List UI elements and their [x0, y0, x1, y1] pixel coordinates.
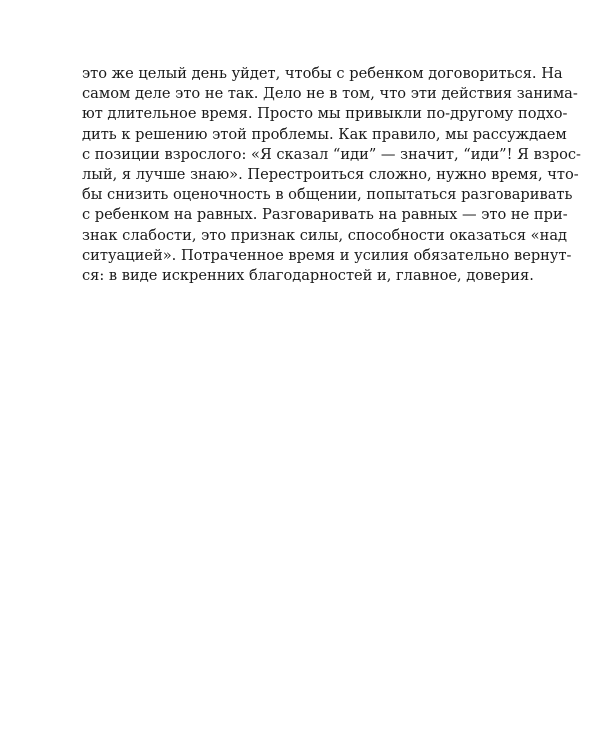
- body-paragraph: [82, 64, 581, 286]
- text-line: ют длительное время. Просто мы привыкли по-другому подхо-: [82, 105, 568, 123]
- text-line: с позиции взрослого: «Я сказал “иди” — значит, “иди”! Я взрос-: [82, 145, 581, 163]
- text-line: самом деле это не так. Дело не в том, что эти действия занима-: [82, 85, 578, 103]
- text-line: бы снизить оценочность в общении, попытаться разговаривать: [82, 186, 573, 204]
- text-line: дить к решению этой проблемы. Как правило, мы рассуждаем: [82, 125, 567, 143]
- text-line: ситуацией». Потраченное время и усилия обязательно вернут-: [82, 246, 572, 264]
- text-line: знак слабости, это признак силы, способности оказаться «над: [82, 226, 567, 244]
- text-line: лый, я лучше знаю». Перестроиться сложно, нужно время, что-: [82, 165, 579, 183]
- text-line: с ребенком на равных. Разговаривать на равных — это не при-: [82, 206, 568, 224]
- text-line: ся: в виде искренних благодарностей и, главное, доверия.: [82, 266, 534, 284]
- text-line: это же целый день уйдет, чтобы с ребенком договориться. На: [82, 65, 563, 82]
